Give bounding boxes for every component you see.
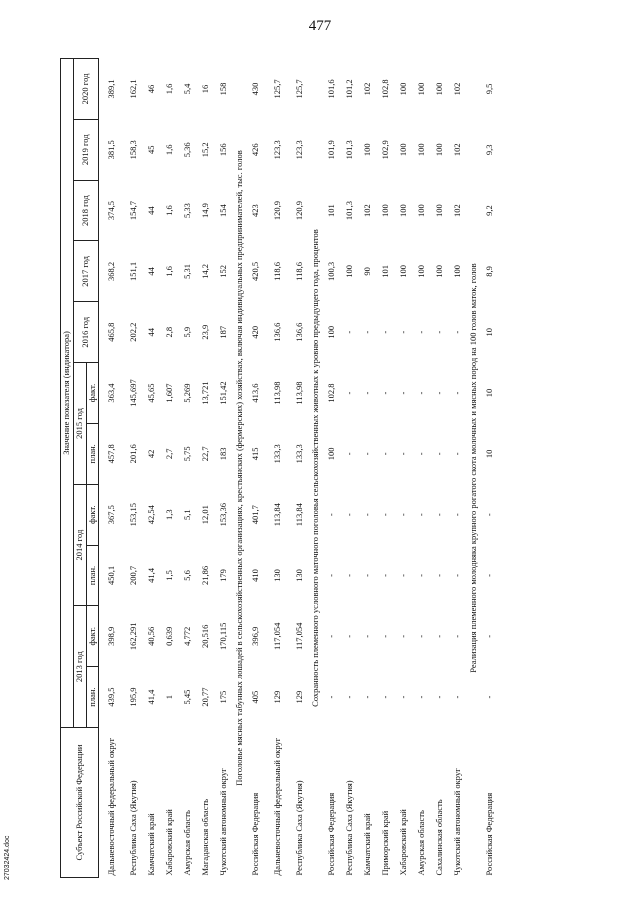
value-cell: 195,9 [128,687,139,707]
value-cell: 367,5 [106,505,117,525]
value-cell: 2,7 [164,448,175,460]
value-cell: - [433,330,444,334]
value-cell: 396,9 [250,626,261,646]
value-cell: - [397,695,408,699]
value-cell: 179 [218,569,229,582]
value-cell: - [343,513,354,517]
value-cell: - [451,634,462,638]
value-cell: 151,42 [218,381,229,405]
subject-name: Сахалинская область [433,799,444,876]
header-values: Значение показателя (индикатора) [61,59,74,728]
subject-name: Хабаровский край [397,809,408,876]
value-cell: 101 [325,204,336,217]
header-fact-2013: факт. [86,606,99,667]
header-2013: 2013 год [73,606,86,728]
value-cell: 5,31 [182,263,193,279]
value-cell: 381,5 [106,140,117,160]
value-cell: 125,7 [272,79,283,99]
subject-name: Дальневосточный федеральный округ [106,737,117,876]
value-cell: 363,4 [106,383,117,403]
value-cell: - [397,391,408,395]
section-row [233,59,247,878]
value-cell: 154,7 [128,201,139,221]
value-cell: - [483,513,494,517]
value-cell: 22,7 [200,446,211,462]
value-cell: 21,86 [200,565,211,586]
value-cell: 100 [361,143,372,157]
value-cell: 5,36 [182,142,193,158]
value-cell: 158 [218,82,229,96]
value-cell: 100 [415,265,426,278]
table-row [197,59,215,878]
value-cell: - [397,330,408,334]
value-cell: - [325,513,336,517]
value-cell: - [397,634,408,638]
value-cell: 13,721 [200,381,211,405]
value-cell: 465,8 [106,322,117,342]
value-cell: 123,3 [294,140,305,160]
value-cell: 120,9 [272,201,283,221]
value-cell: 10 [483,388,494,398]
table-row [265,59,291,878]
subject-name: Приморский край [379,810,390,876]
section-row [467,59,481,878]
value-cell: 5,6 [182,570,193,581]
value-cell: 42 [146,449,157,459]
value-cell: - [361,391,372,395]
value-cell: 405 [250,690,261,704]
value-cell: 420 [250,325,261,339]
value-cell: 102,8 [379,79,390,99]
value-cell: - [415,330,426,334]
value-cell: 136,6 [294,322,305,342]
subject-name: Чукотский автономный округ [451,768,462,876]
value-cell: 44 [146,327,157,337]
table-row [449,59,467,878]
value-cell: 117,054 [294,622,305,650]
value-cell: 10 [483,327,494,337]
value-cell: 153,36 [218,502,229,527]
document-id: 27032424.doc [4,835,11,880]
value-cell: 1,6 [164,266,175,277]
value-cell: - [361,695,372,699]
value-cell: 100 [415,143,426,157]
value-cell: 102,9 [379,140,390,160]
value-cell: 457,8 [106,444,117,464]
value-cell: 101,3 [343,140,354,160]
table-row [179,59,197,878]
rotated-page [60,58,580,878]
header-2014: 2014 год [73,484,86,606]
value-cell: - [415,452,426,456]
value-cell: 10 [483,449,494,459]
value-cell: - [325,634,336,638]
value-cell: 100 [397,143,408,157]
value-cell: - [415,574,426,577]
value-cell: 439,5 [106,687,117,707]
value-cell: 129 [294,690,305,704]
value-cell: - [451,574,462,577]
value-cell: 40,56 [146,626,157,646]
value-cell: - [483,634,494,638]
value-cell: 5,45 [182,689,193,705]
value-cell: 20,516 [200,624,211,648]
header-subject: Субъект Российской Федерации [61,728,99,878]
value-cell: 130 [272,569,283,582]
table-row [161,59,179,878]
value-cell: - [379,695,390,699]
value-cell: 113,98 [294,381,305,405]
section-title: Поголовье мясных табунных лошадей в сельскохозяйственных организациях, крестьянских (фермерских) хозяйствах, включая индивидуальных предпринимателей, тыс. голов [234,150,245,786]
value-cell: - [379,634,390,638]
value-cell: 9,3 [483,144,494,156]
value-cell: - [379,452,390,456]
value-cell: 23,9 [200,324,211,340]
value-cell: - [433,574,444,577]
value-cell: 200,7 [128,565,139,586]
value-cell: 170,115 [218,622,229,650]
header-2019: 2019 год [73,119,99,180]
value-cell: 152 [218,265,229,278]
value-cell: 398,9 [106,626,117,646]
value-cell: 5,1 [182,509,193,520]
value-cell: - [451,695,462,699]
value-cell: 413,6 [250,383,261,403]
value-cell: - [397,513,408,517]
value-cell: 136,6 [272,322,283,342]
value-cell: 187 [218,325,229,339]
value-cell: 389,1 [106,79,117,99]
value-cell: 1,3 [164,509,175,520]
table-row [99,59,126,878]
value-cell: - [343,391,354,395]
value-cell: - [451,391,462,395]
value-cell: 202,2 [128,322,139,342]
value-cell: - [361,330,372,334]
value-cell: 5,9 [182,326,193,338]
section-title: Реализация племенного молодняка крупного рогатого скота молочных и мясных пород на 100 голов маток, голов [467,263,478,673]
value-cell: - [343,330,354,334]
value-cell: 101,9 [325,140,336,160]
value-cell: - [433,452,444,456]
value-cell: 16 [200,84,211,94]
table-row [413,59,431,878]
value-cell: 1 [164,694,175,700]
value-cell: 430 [250,82,261,96]
value-cell: - [415,695,426,699]
header-plan-2014: план. [86,545,99,606]
value-cell: - [397,574,408,577]
value-cell: 201,6 [128,444,139,464]
subject-name: Магаданская область [200,798,211,876]
header-fact-2014: факт. [86,484,99,545]
value-cell: 415 [250,447,261,461]
value-cell: 90 [361,267,372,276]
table-row [125,59,143,878]
value-cell: 5,75 [182,446,193,462]
header-fact-2015: факт. [86,363,99,424]
subject-name: Камчатский край [361,813,372,876]
value-cell: - [397,452,408,456]
header-2018: 2018 год [73,180,99,241]
value-cell: 44 [146,267,157,276]
table-row [359,59,377,878]
value-cell: 102 [451,143,462,157]
table-row [291,59,309,878]
value-cell: 100 [325,447,336,461]
value-cell: 102,8 [325,383,336,403]
value-cell: - [343,695,354,699]
value-cell: 117,054 [272,622,283,650]
value-cell: - [325,695,336,699]
value-cell: 1,5 [164,570,175,581]
value-cell: 42,54 [146,505,157,525]
value-cell: 129 [272,690,283,704]
table-row [395,59,413,878]
table-row [431,59,449,878]
value-cell: 123,3 [272,140,283,160]
value-cell: 102 [451,82,462,96]
value-cell: 5,33 [182,203,193,219]
value-cell: - [433,695,444,699]
subject-name: Республика Саха (Якутия) [128,780,139,876]
value-cell: - [415,634,426,638]
value-cell: 9,2 [483,205,494,216]
value-cell: - [451,330,462,334]
value-cell: 100,3 [325,261,336,281]
value-cell: 5,269 [182,383,193,403]
subject-name: Камчатский край [146,813,157,876]
subject-name: Дальневосточный федеральный округ [272,737,283,876]
value-cell: 44 [146,206,157,215]
value-cell: - [451,452,462,456]
value-cell: - [343,452,354,456]
value-cell: 401,7 [250,505,261,525]
value-cell: 14,9 [200,203,211,219]
header-2015: 2015 год [73,363,86,485]
value-cell: 162,291 [128,622,139,651]
value-cell: 120,9 [294,201,305,221]
value-cell: 153,15 [128,502,139,527]
value-cell: 145,697 [128,379,139,407]
value-cell: 423 [250,204,261,217]
table-row [323,59,341,878]
value-cell: 175 [218,690,229,704]
value-cell: 368,2 [106,261,117,281]
value-cell: 100 [343,265,354,278]
value-cell: 101,3 [343,201,354,221]
page-number: 477 [308,18,332,34]
value-cell: - [451,513,462,517]
header-2017: 2017 год [73,241,99,302]
value-cell: - [415,391,426,395]
subject-name: Республика Саха (Якутия) [294,780,305,876]
value-cell: 45,65 [146,383,157,403]
value-cell: 46 [146,84,157,94]
value-cell: 118,6 [272,262,283,281]
value-cell: 100 [379,204,390,217]
value-cell: 41,4 [146,689,157,705]
value-cell: - [483,574,494,577]
value-cell: 183 [218,447,229,461]
value-cell: 102 [451,204,462,217]
value-cell: 100 [397,265,408,278]
value-cell: 1,6 [164,144,175,156]
value-cell: 15,2 [200,142,211,158]
value-cell: 100 [415,82,426,96]
value-cell: - [343,574,354,577]
value-cell: - [343,634,354,638]
value-cell: 101 [379,265,390,278]
value-cell: - [379,391,390,395]
section-row [309,59,323,878]
table-row [377,59,395,878]
value-cell: 125,7 [294,79,305,99]
value-cell: 133,3 [272,444,283,464]
table-row [247,59,265,878]
value-cell: 158,3 [128,140,139,160]
value-cell: - [415,513,426,517]
value-cell: - [433,513,444,517]
value-cell: 0,639 [164,626,175,646]
table-row [341,59,359,878]
subject-name: Чукотский автономный округ [218,768,229,876]
value-cell: - [483,695,494,699]
value-cell: 12,01 [200,505,211,525]
value-cell: 100 [433,265,444,278]
value-cell: 100 [415,204,426,217]
subject-name: Амурская область [415,810,426,876]
value-cell: 162,1 [128,79,139,99]
value-cell: 374,5 [106,201,117,221]
subject-name: Российская Федерация [483,792,494,876]
value-cell: 2,8 [164,326,175,338]
value-cell: 450,1 [106,565,117,586]
value-cell: 1,6 [164,205,175,216]
subject-name: Амурская область [182,810,193,876]
value-cell: 154 [218,204,229,217]
value-cell: 1,607 [164,383,175,403]
value-cell: 1,6 [164,83,175,95]
subject-name: Российская Федерация [250,792,261,876]
value-cell: 100 [325,325,336,339]
value-cell: - [361,574,372,577]
value-cell: 4,772 [182,626,193,646]
value-cell: - [433,634,444,638]
value-cell: 100 [433,82,444,96]
value-cell: 151,1 [128,261,139,281]
value-cell: - [361,452,372,456]
value-cell: 101,2 [343,79,354,99]
value-cell: - [433,391,444,395]
value-cell: - [361,634,372,638]
value-cell: 102 [361,82,372,96]
value-cell: 8,9 [483,266,494,277]
value-cell: 133,3 [294,444,305,464]
value-cell: 41,4 [146,568,157,583]
header-2016: 2016 год [73,302,99,363]
value-cell: 113,98 [272,381,283,405]
value-cell: 102 [361,204,372,217]
value-cell: - [379,330,390,334]
value-cell: 426 [250,143,261,157]
table-row [215,59,233,878]
value-cell: 20,77 [200,687,211,707]
value-cell: - [325,574,336,577]
value-cell: 113,84 [294,503,305,527]
indicators-table [60,58,499,878]
header-2020: 2020 год [73,59,99,120]
subject-name: Российская Федерация [325,792,336,876]
value-cell: 101,6 [325,79,336,99]
value-cell: - [379,574,390,577]
table-row [481,59,499,878]
section-title: Сохранность племенного условного маточного поголовья сельскохозяйственных животных к уровню предыдущего года, процентов [310,229,321,707]
subject-name: Хабаровский край [164,809,175,876]
value-cell: 9,5 [483,83,494,95]
value-cell: 420,5 [250,261,261,281]
header-plan-2013: план. [86,667,99,728]
value-cell: 130 [294,569,305,582]
value-cell: 156 [218,143,229,157]
value-cell: 14,2 [200,263,211,279]
value-cell: 100 [397,204,408,217]
header-plan-2015: план. [86,423,99,484]
table-row [143,59,161,878]
value-cell: 410 [250,569,261,582]
value-cell: 100 [433,143,444,157]
value-cell: - [379,513,390,517]
value-cell: 100 [397,82,408,96]
value-cell: 100 [433,204,444,217]
value-cell: 118,6 [294,262,305,281]
subject-name: Республика Саха (Якутия) [343,780,354,876]
value-cell: 45 [146,145,157,155]
value-cell: 100 [451,265,462,278]
value-cell: 5,4 [182,83,193,95]
value-cell: - [361,513,372,517]
value-cell: 113,84 [272,503,283,527]
table-body [99,59,499,878]
